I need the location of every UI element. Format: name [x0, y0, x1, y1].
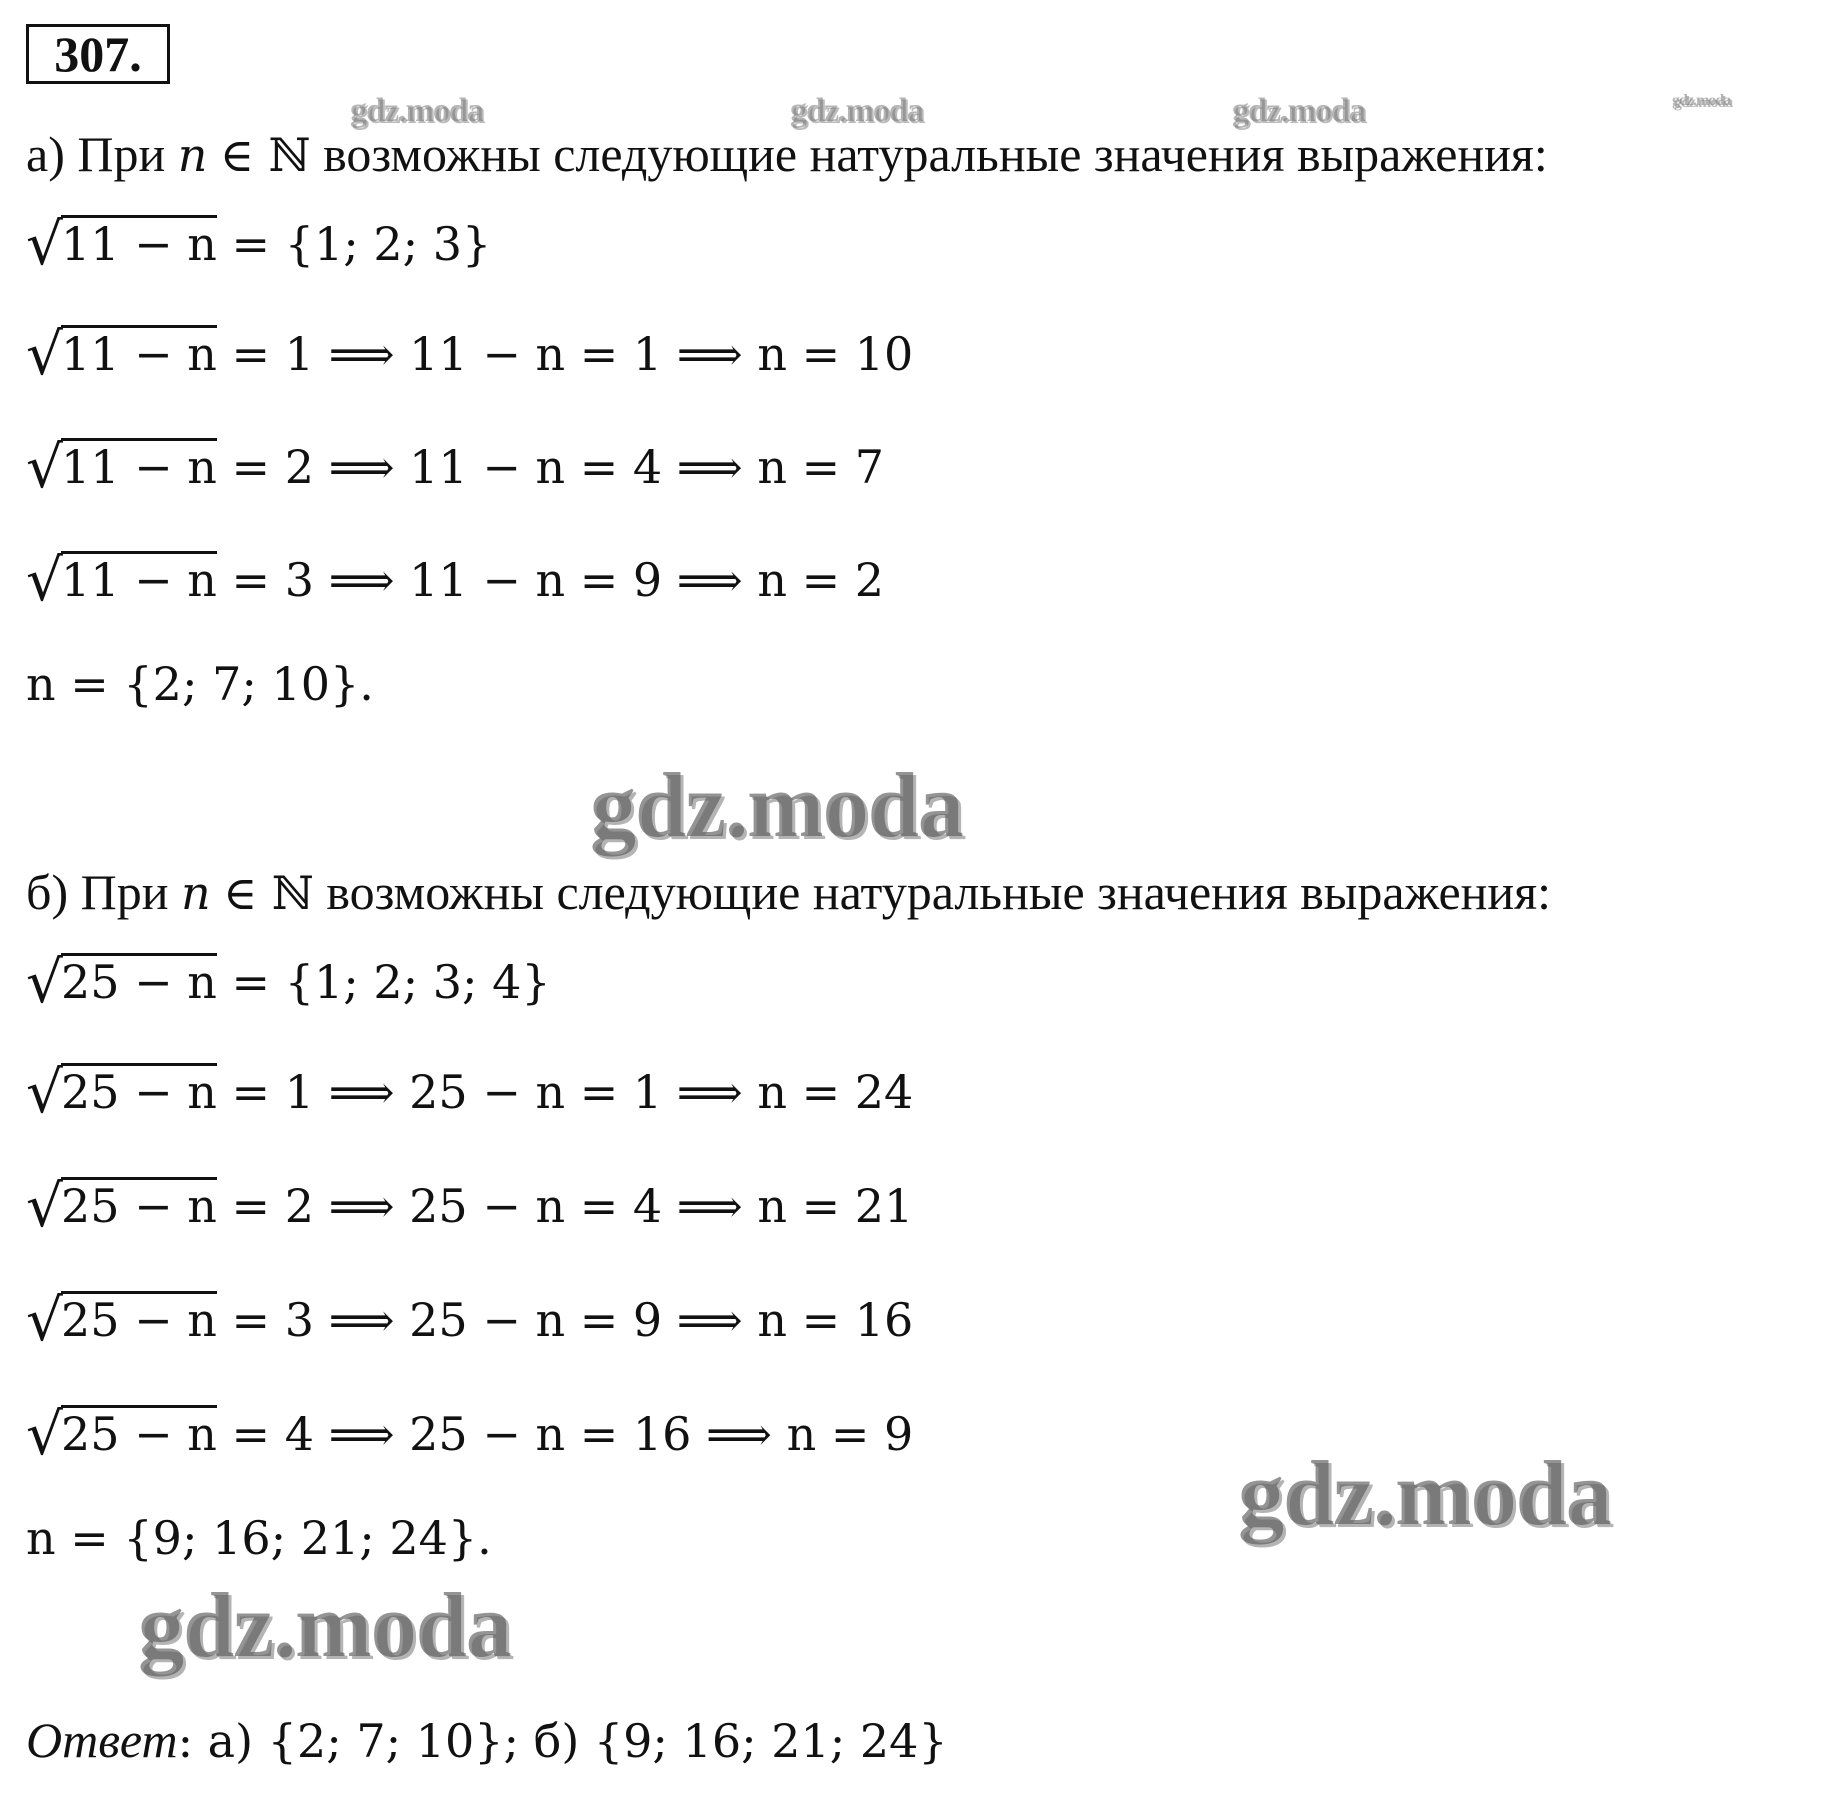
answer-label: Ответ	[26, 1712, 178, 1768]
part-b-step	[26, 1172, 914, 1240]
step-text: = 3 ⟹ 25 − n = 9 ⟹ n = 16	[231, 1293, 914, 1347]
variable-n: n	[177, 128, 208, 182]
part-a-values	[26, 210, 492, 278]
step-text: = 2 ⟹ 11 − n = 4 ⟹ n = 7	[231, 440, 885, 494]
part-b-step	[26, 1286, 914, 1354]
sqrt-expression: √25 − n	[26, 1286, 217, 1354]
part-a-step	[26, 320, 914, 388]
part-a-intro	[26, 124, 1548, 185]
variable-n: n	[180, 866, 211, 920]
sqrt-expression: √11 − n	[26, 210, 217, 278]
part-b-intro-text: возможны следующие натуральные значения выражения:	[326, 864, 1552, 920]
part-b-step	[26, 1058, 914, 1126]
watermark: gdz.moda	[590, 754, 963, 856]
part-a-result: n = {2; 7; 10}.	[26, 657, 374, 711]
sqrt-expression: √25 − n	[26, 1058, 217, 1126]
sqrt-expression: √11 − n	[26, 546, 217, 614]
part-b-result: n = {9; 16; 21; 24}.	[26, 1511, 492, 1565]
sqrt-expression: √25 − n	[26, 948, 217, 1016]
sqrt-expression: √11 − n	[26, 320, 217, 388]
sqrt-expression: √25 − n	[26, 1400, 217, 1468]
part-a-step	[26, 433, 885, 501]
watermark: gdz.moda	[138, 1574, 511, 1676]
part-a-label: а) При	[26, 126, 166, 182]
watermark: gdz.moda	[1232, 92, 1365, 129]
step-text: = 1 ⟹ 11 − n = 1 ⟹ n = 10	[231, 327, 914, 381]
answer-text: : а) {2; 7; 10}; б) {9; 16; 21; 24}	[177, 1714, 948, 1768]
part-b-intro	[26, 862, 1551, 923]
step-text: = 4 ⟹ 25 − n = 16 ⟹ n = 9	[231, 1407, 914, 1461]
step-text: = 2 ⟹ 25 − n = 4 ⟹ n = 21	[231, 1179, 914, 1233]
step-text: = 1 ⟹ 25 − n = 1 ⟹ n = 24	[231, 1065, 914, 1119]
part-b-step	[26, 1400, 914, 1468]
part-a-intro-text: возможны следующие натуральные значения выражения:	[323, 126, 1548, 182]
watermark: gdz.moda	[1672, 92, 1731, 109]
part-b-label: б) При	[26, 864, 169, 920]
values-set: = {1; 2; 3}	[231, 217, 492, 271]
watermark: gdz.moda	[350, 92, 483, 129]
step-text: = 3 ⟹ 11 − n = 9 ⟹ n = 2	[231, 553, 885, 607]
natural-set: ∈ ℕ	[223, 866, 314, 920]
part-a-step	[26, 546, 885, 614]
watermark: gdz.moda	[790, 92, 923, 129]
values-set: = {1; 2; 3; 4}	[231, 955, 551, 1009]
part-b-values	[26, 948, 551, 1016]
sqrt-expression: √25 − n	[26, 1172, 217, 1240]
watermark: gdz.moda	[1238, 1442, 1611, 1544]
natural-set: ∈ ℕ	[219, 128, 311, 182]
answer-line	[26, 1710, 948, 1771]
problem-number: 307.	[26, 24, 170, 84]
sqrt-expression: √11 − n	[26, 433, 217, 501]
